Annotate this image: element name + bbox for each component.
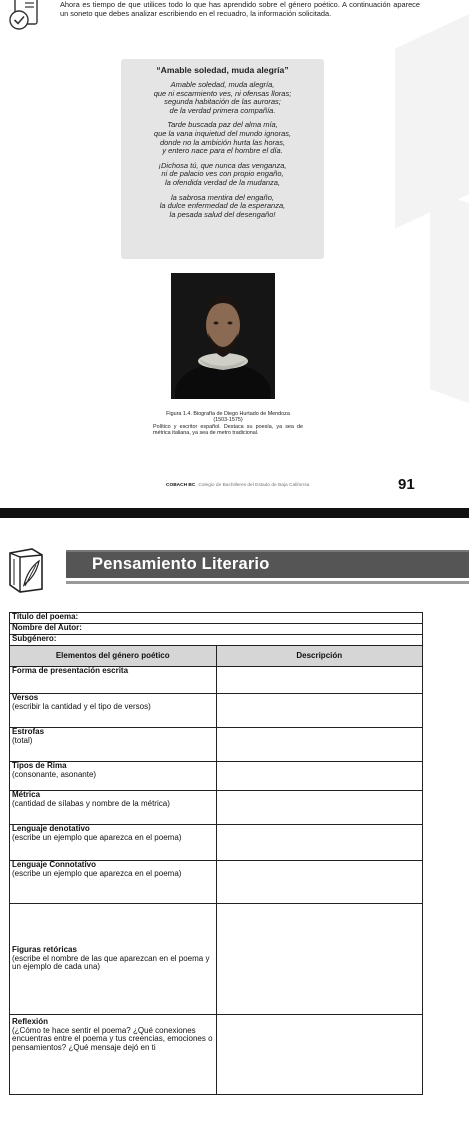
background-decoration [430,189,469,411]
caption-years: (1503-1575) [213,417,243,424]
row-label [10,825,217,861]
portrait-image [171,273,275,399]
verse-line: ¡Dichosa tú, que nunca das venganza, [158,160,287,170]
row-title: Reflexión [12,1017,49,1026]
description-cell[interactable] [216,1015,423,1095]
row-title: Lenguaje Connotativo [12,860,96,869]
verse-line: segunda habitación de las auroras; [164,97,281,107]
table-row [10,791,423,825]
description-cell[interactable] [216,762,423,791]
figure-caption [153,411,303,437]
intro-text: Ahora es tiempo de que utilices todo lo que has aprendido sobre el género poético. A continuación aparece un soneto que debes analizar escribiendo en el recuadro, la información solicitada. [60,0,420,18]
poem-title-field[interactable] [10,613,423,624]
row-hint: (escribe el nombre de las que aparezcan en el poema y un ejemplo de cada una) [12,953,210,972]
sonnet-box [121,59,324,259]
verse-line: la dulce enfermedad de la esperanza, [159,201,286,211]
description-cell[interactable] [216,791,423,825]
description-cell[interactable] [216,825,423,861]
activity-page [0,518,469,1125]
page-number: 91 [398,476,415,493]
footer-brand [166,483,309,488]
brand-logo-text: COBACH BC [166,483,196,488]
row-title: Forma de presentación escrita [12,666,129,675]
row-label [10,728,217,762]
row-title: Figuras retóricas [12,945,77,955]
poem-analysis-table [9,612,423,1095]
caption-description: Político y escritor español. Destaca su poesía, ya sea de métrica italiana, ya sea de metro tradicional. [153,423,303,437]
sonnet-stanza-1 [121,81,324,115]
section-banner [0,544,469,598]
caption-title: Figura 1.4. Biografía de Diego Hurtado de Mendoza [166,411,290,417]
table-row [10,1015,423,1095]
field-label: Subgénero: [12,634,57,643]
row-hint: (escribir la cantidad y el tipo de versos) [12,701,151,711]
column-header-description: Descripción [216,646,423,667]
author-field[interactable] [10,624,423,635]
table-row [10,762,423,791]
book-feather-icon [6,545,46,593]
row-hint: (escribe un ejemplo que aparezca en el poema) [12,832,182,842]
table-row [10,861,423,904]
table-row [10,667,423,694]
table-row [10,904,423,1015]
sonnet-stanza-3 [121,162,324,188]
row-label [10,667,217,694]
description-cell[interactable] [216,667,423,694]
verse-line: donde no la ambición hurta las horas, [159,137,286,147]
row-label [10,694,217,728]
verse-line: que la vana inquietud del mundo ignoras, [153,128,292,138]
row-label [10,762,217,791]
description-cell[interactable] [216,694,423,728]
verse-line: Amable soledad, muda alegría, [170,80,275,89]
row-title: Lenguaje denotativo [12,824,90,833]
description-cell[interactable] [216,861,423,904]
verse-line: que ni escarmiento ves, ni ofensas lloras; [153,88,292,98]
sonnet-stanza-4 [121,194,324,220]
field-label: Nombre del Autor: [12,623,82,632]
row-hint: (cantidad de sílabas y nombre de la métrica) [12,798,170,808]
sonnet-stanza-2 [121,121,324,155]
verse-line: Tarde buscada paz del alma mía, [167,120,278,130]
row-label [10,791,217,825]
row-title: Métrica [12,790,41,799]
table-row [10,825,423,861]
verse-line: la ofendida verdad de la mudanza, [164,177,281,187]
description-cell[interactable] [216,904,423,1015]
row-title: Estrofas [12,727,45,736]
verse-line: ni de palacio ves con propio engaño, [161,169,284,179]
row-label [10,1015,217,1095]
field-label: Título del poema: [12,612,79,621]
institution-name: Colegio de Bachilleres del Estado de Baja California [198,483,310,488]
sonnet-title: “Amable soledad, muda alegría” [156,65,289,75]
row-hint: (¿Cómo te hace sentir el poema? ¿Qué conexiones encuentras entre el poema y tus creencias, emociones o pensamientos? ¿Qué mensaje dejó en ti [12,1025,213,1052]
row-title: Versos [12,693,39,702]
row-hint: (consonante, asonante) [12,769,97,779]
row-label [10,861,217,904]
section-title: Pensamiento Literario [92,555,270,573]
table-row [10,694,423,728]
row-hint: (total) [12,735,33,745]
verse-line: y entero nace para el hombre el día. [162,146,283,156]
row-label [10,904,217,1015]
textbook-page-91 [0,0,469,508]
page-separator [0,508,469,518]
banner-stripe [66,581,469,584]
table-row [10,728,423,762]
verse-line: la pesada salud del desengaño! [169,209,276,219]
checklist-icon [3,0,43,34]
column-header-elements: Elementos del género poético [10,646,217,667]
row-title: Tipos de Rima [12,761,67,770]
subgenre-field[interactable] [10,635,423,646]
description-cell[interactable] [216,728,423,762]
row-hint: (escribe un ejemplo que aparezca en el poema) [12,868,182,878]
verse-line: la sabrosa mentira del engaño, [171,192,274,202]
verse-line: de la verdad primera compañía. [169,105,276,115]
